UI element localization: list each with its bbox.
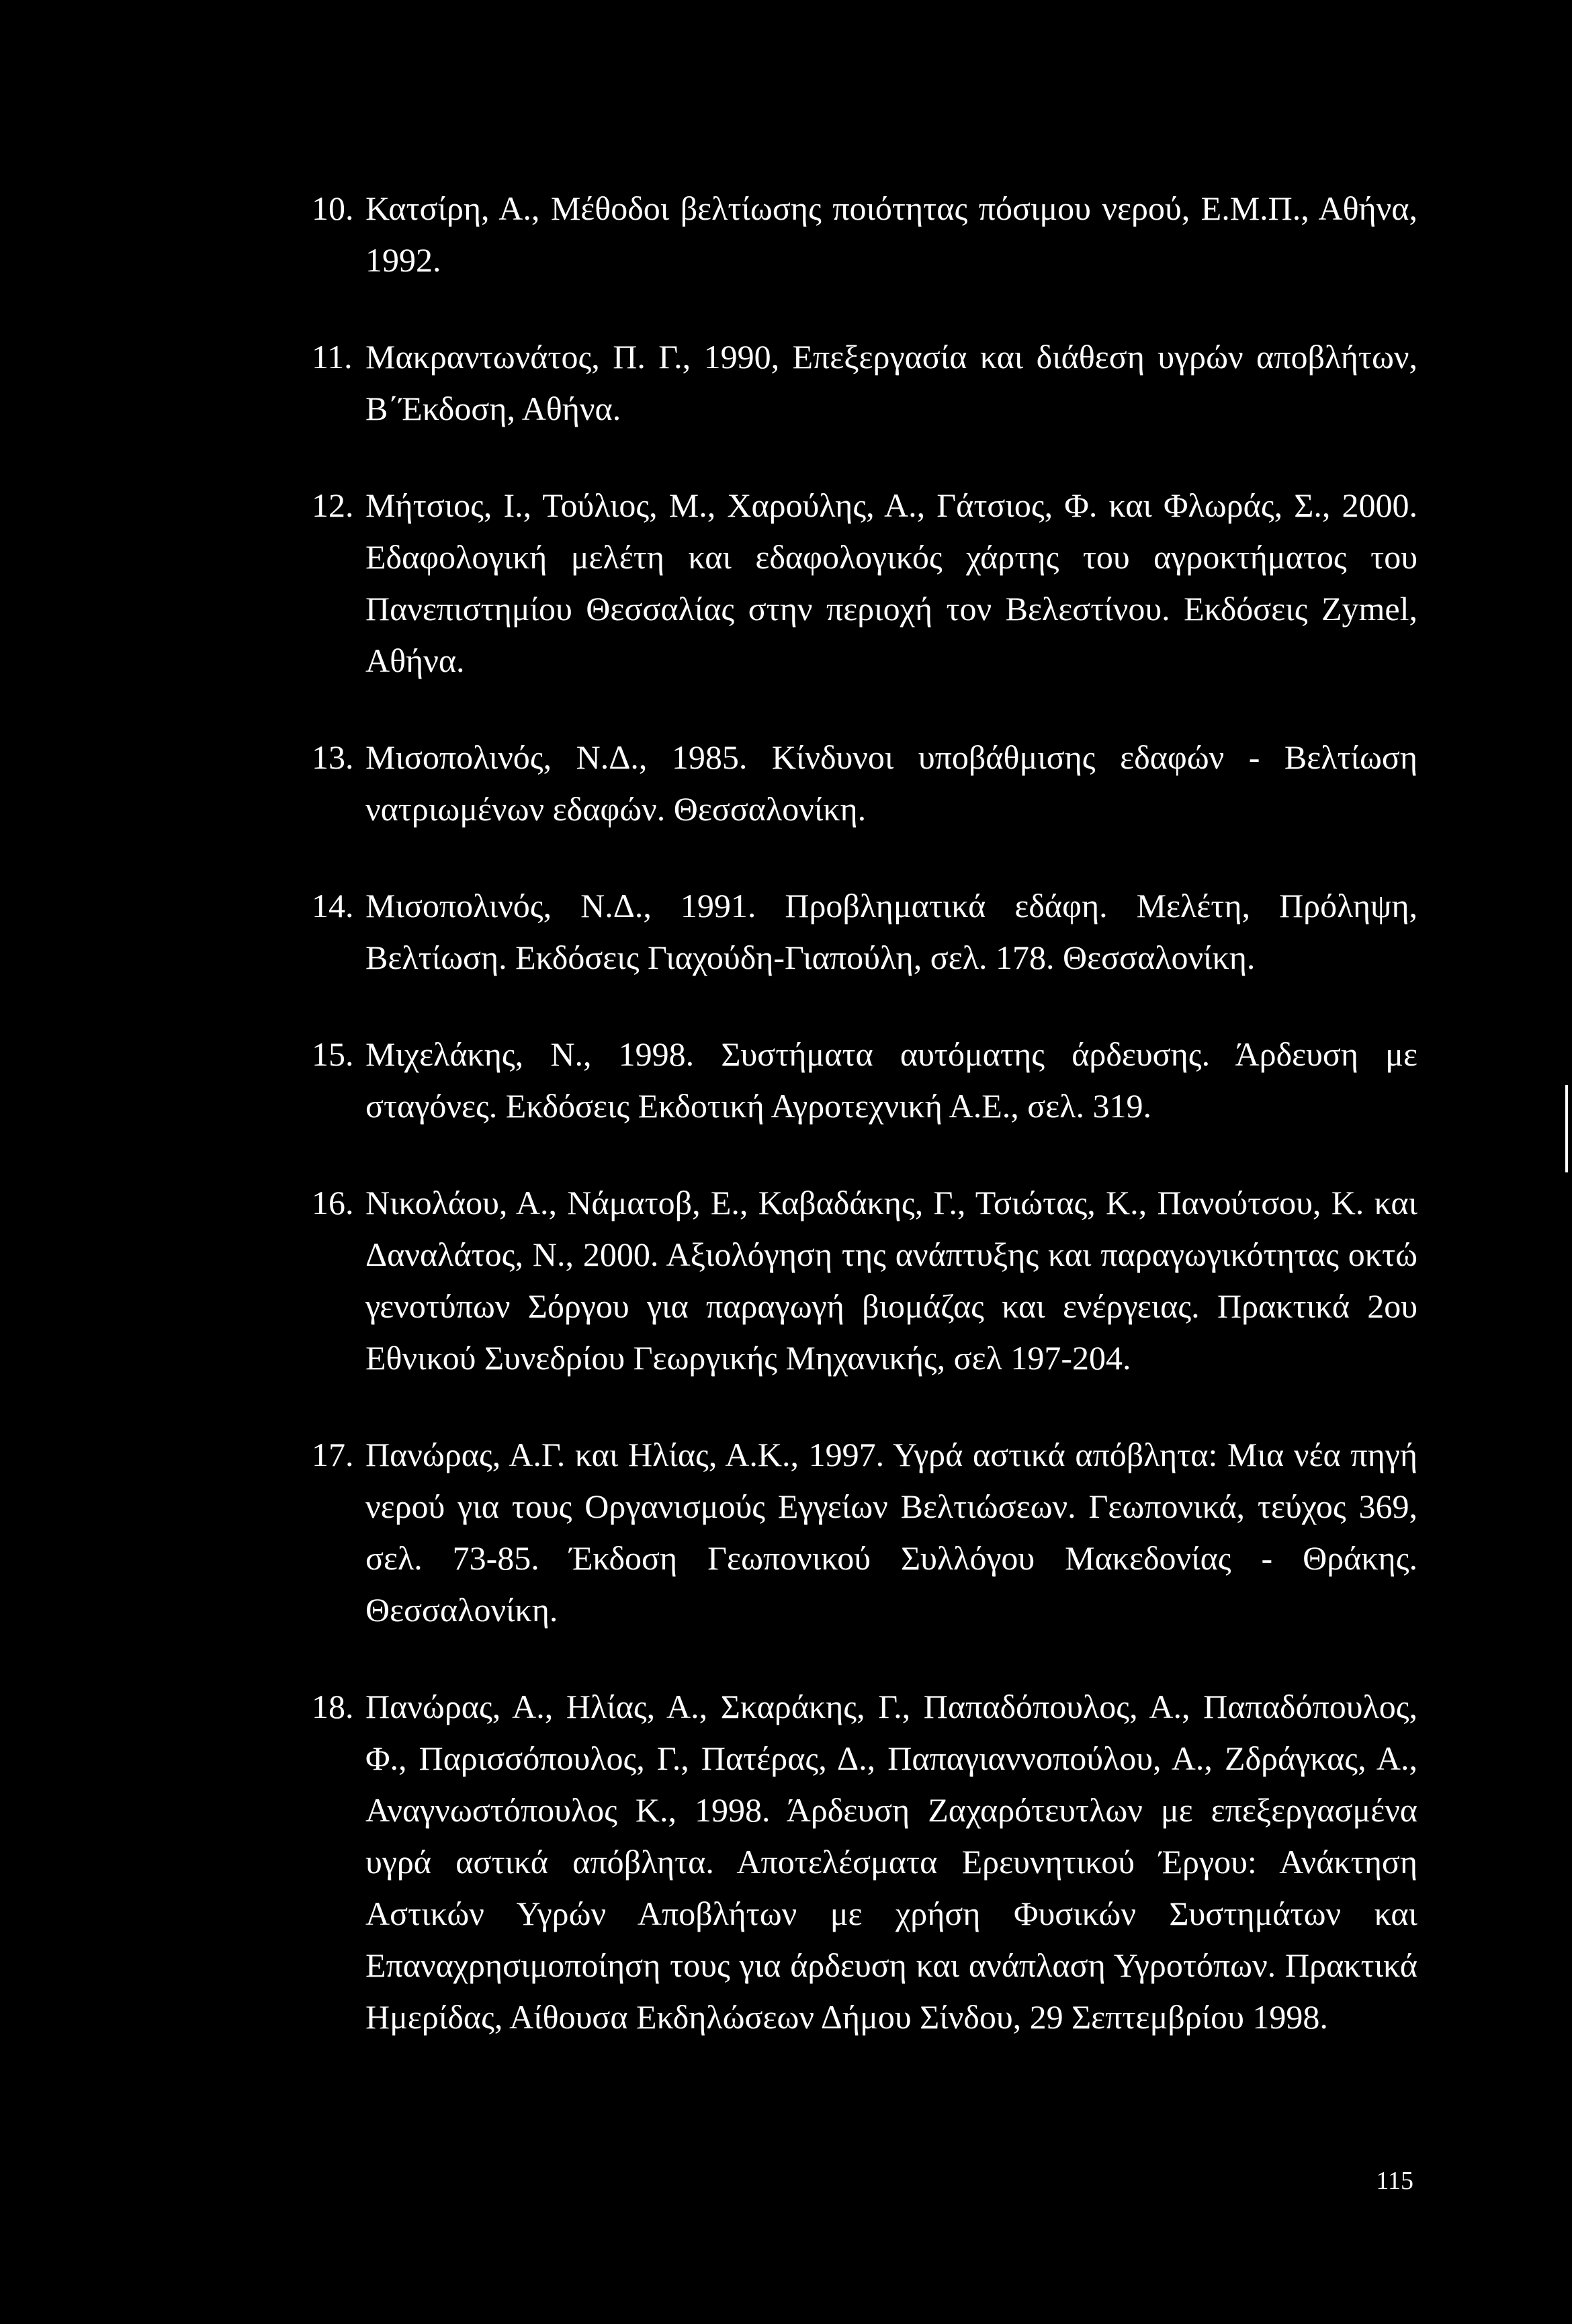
- scan-edge-line: [1565, 1085, 1568, 1172]
- reference-item: [312, 183, 1417, 286]
- reference-text: Μακραντωνάτος, Π. Γ., 1990, Επεξεργασία και διάθεση υγρών αποβλήτων, Β΄Έκδοση, Αθήνα.: [365, 338, 1417, 427]
- reference-item: [312, 1429, 1417, 1636]
- reference-number: 17.: [312, 1436, 354, 1473]
- reference-number: 11.: [312, 338, 353, 376]
- reference-number: 15.: [312, 1035, 354, 1073]
- reference-text: Πανώρας, Α., Ηλίας, Α., Σκαράκης, Γ., Παπαδόπουλος, Α., Παπαδόπουλος, Φ., Παρισσόπουλος, Γ., Πατέρας, Δ., Παπαγιαννοπούλου, Α., Ζδράγκας, Α., Αναγνωστόπουλος Κ., 1998. Άρδευση Ζαχαρότευτλων με επεξεργασμένα υγρά αστικά απόβλητα. Αποτελέσματα Ερευνητικού Έργου: Ανάκτηση Αστικών Υγρών Αποβλήτων με χρήση Φυσικών Συστημάτων και Επαναχρησιμοποίηση τους για άρδευση και ανάπλαση Υγροτόπων. Πρακτικά Ημερίδας, Αίθουσα Εκδηλώσεων Δήμου Σίνδου, 29 Σεπτεμβρίου 1998.: [365, 1688, 1417, 2036]
- reference-number: 12.: [312, 486, 354, 524]
- reference-text: Μισοπολινός, Ν.Δ., 1985. Κίνδυνοι υποβάθμισης εδαφών - Βελτίωση νατριωμένων εδαφών. Θεσσαλονίκη.: [365, 738, 1417, 828]
- reference-number: 13.: [312, 738, 354, 776]
- reference-item: [312, 331, 1417, 435]
- reference-text: Πανώρας, Α.Γ. και Ηλίας, Α.Κ., 1997. Υγρά αστικά απόβλητα: Μια νέα πηγή νερού για τους Οργανισμούς Εγγείων Βελτιώσεων. Γεωπονικά, τεύχος 369, σελ. 73-85. Έκδοση Γεωπονικού Συλλόγου Μακεδονίας - Θράκης. Θεσσαλονίκη.: [365, 1436, 1417, 1629]
- page-number: 115: [1376, 2167, 1413, 2195]
- reference-number: 18.: [312, 1688, 354, 1725]
- reference-item: [312, 1177, 1417, 1384]
- reference-text: Μιχελάκης, Ν., 1998. Συστήματα αυτόματης άρδευσης. Άρδευση με σταγόνες. Εκδόσεις Εκδοτική Αγροτεχνική Α.Ε., σελ. 319.: [365, 1035, 1417, 1125]
- reference-item: [312, 732, 1417, 835]
- reference-number: 16.: [312, 1184, 354, 1221]
- reference-text: Μήτσιος, Ι., Τούλιος, Μ., Χαρούλης, Α., Γάτσιος, Φ. και Φλωράς, Σ., 2000. Εδαφολογική μελέτη και εδαφολογικός χάρτης του αγροκτήματος του Πανεπιστημίου Θεσσαλίας στην περιοχή τον Βελεστίνου. Εκδόσεις Zymel, Αθήνα.: [365, 486, 1417, 679]
- reference-item: [312, 480, 1417, 687]
- reference-number: 10.: [312, 189, 354, 227]
- reference-list: [312, 183, 1417, 2088]
- reference-item: [312, 1681, 1417, 2043]
- reference-text: Μισοπολινός, Ν.Δ., 1991. Προβληματικά εδάφη. Μελέτη, Πρόληψη, Βελτίωση. Εκδόσεις Γιαχούδη-Γιαπούλη, σελ. 178. Θεσσαλονίκη.: [365, 887, 1417, 976]
- reference-text: Κατσίρη, Α., Μέθοδοι βελτίωσης ποιότητας πόσιμου νερού, Ε.Μ.Π., Αθήνα, 1992.: [365, 189, 1417, 279]
- reference-item: [312, 880, 1417, 984]
- reference-text: Νικολάου, Α., Νάματοβ, Ε., Καβαδάκης, Γ., Τσιώτας, Κ., Πανούτσου, Κ. και Δαναλάτος, Ν., 2000. Αξιολόγηση της ανάπτυξης και παραγωγικότητας οκτώ γενοτύπων Σόργου για παραγωγή βιομάζας και ενέργειας. Πρακτικά 2ου Εθνικού Συνεδρίου Γεωργικής Μηχανικής, σελ 197-204.: [365, 1184, 1417, 1377]
- reference-item: [312, 1029, 1417, 1132]
- reference-number: 14.: [312, 887, 354, 924]
